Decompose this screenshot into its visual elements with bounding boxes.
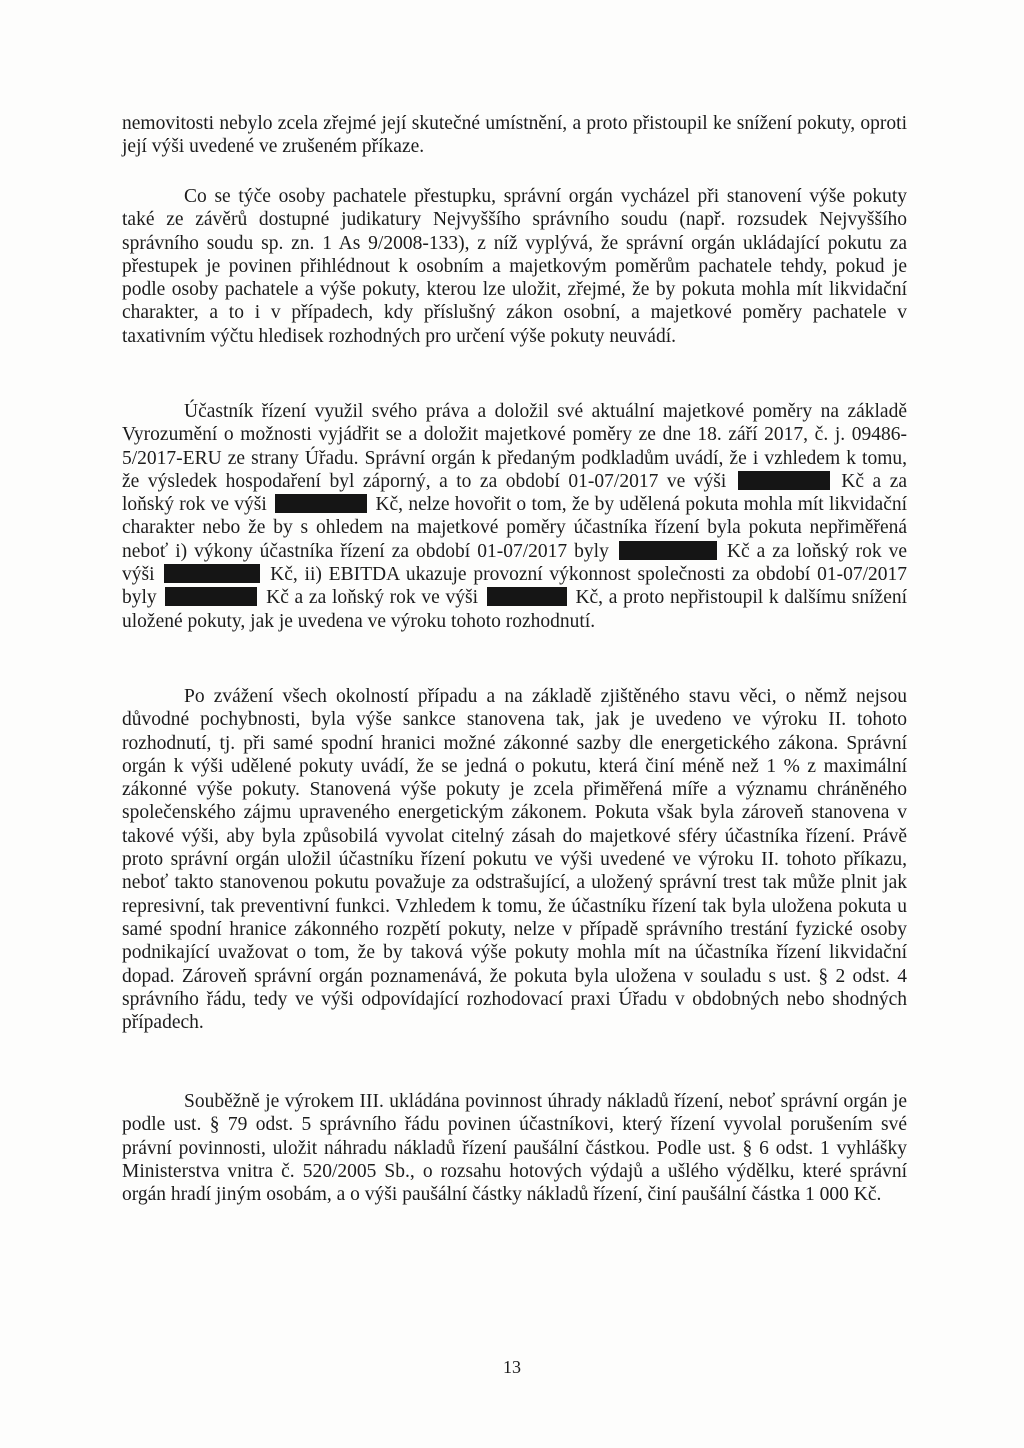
ucastnik-text-7: Kč, a proto nepřistoupil k dalšímu snížení uložené pokuty, jak je uvedena ve výroku tohoto rozhodnutí. <box>122 587 908 632</box>
paragraph-judikatura <box>122 185 907 348</box>
page-number: 13 <box>503 1357 521 1377</box>
ucastnik-text-6: Kč a za loňský rok ve výši <box>266 587 478 609</box>
redaction-block <box>619 541 717 560</box>
paragraph-intro-text: nemovitosti nebylo zcela zřejmé její skutečné umístnění, a proto přistoupil ke snížení pokuty, oproti její výši uvedené ve zrušeném příkaze. <box>122 113 907 158</box>
paragraph-intro <box>122 112 907 159</box>
redaction-block <box>164 564 260 583</box>
redaction-block <box>738 471 830 490</box>
paragraph-judikatura-text: Co se týče osoby pachatele přestupku, správní orgán vycházel při stanovení výše pokuty také ze závěrů dostupné judikatury Nejvyššího správního soudu (např. rozsudek Nejvyššího správního soudu sp. zn. 1 As 9/2008-133), z níž vyplývá, že správní orgán ukládající pokutu za přestupek je povinen přihlédnout k osobním a majetkovým poměrům pachatele tehdy, pokud je podle osoby pachatele a výše pokuty, kterou lze uložit, zřejmé, že by pokuta mohla mít likvidační charakter, a to i v případech, kdy příslušný zákon osobní, a majetkové poměry pachatele v taxativním výčtu hledisek rozhodných pro určení výše pokuty neuvádí. <box>122 186 907 347</box>
ucastnik-text-4: Kč a za loňský rok ve výši <box>122 540 908 586</box>
ucastnik-text-1: Účastník řízení využil svého práva a doložil své aktuální majetkové poměry na základě Vyrozumění o možnosti vyjádřit se a doložit majetkové poměry ze dne 18. září 2017, č. j. 09486-5/2017-ERU ze strany Úřadu. Správní orgán k předaným podkladům uvádí, že i vzhledem k tomu, že výsledek hospodaření byl záporný, a to za období 01-07/2017 ve výši <box>122 401 907 492</box>
ucastnik-text-5: Kč, ii) EBITDA ukazuje provozní výkonnost společnosti za období 01-07/2017 byly <box>122 564 908 609</box>
redaction-block <box>275 494 367 513</box>
ucastnik-text-2: Kč a za loňský rok ve výši <box>122 470 908 516</box>
paragraph-zvazeni <box>122 685 907 1034</box>
paragraph-naklady-text: Souběžně je výrokem III. ukládána povinnost úhrady nákladů řízení, neboť správní orgán je podle ust. § 79 odst. 5 správního řádu povinen účastníkovi, který řízení vyvolal porušením své právní povinnosti, uložit náhradu nákladů řízení paušální částkou. Podle ust. § 6 odst. 1 vyhlášky Ministerstva vnitra č. 520/2005 Sb., o rozsahu hotových výdajů a ušlého výdělku, které správní orgán hradí jiným osobám, a o výši paušální částky nákladů řízení, činí paušální částka 1 000 Kč. <box>122 1091 907 1206</box>
paragraph-ucastnik <box>122 400 907 633</box>
ucastnik-text-3: Kč, nelze hovořit o tom, že by udělená pokuta mohla mít likvidační charakter nebo že by s ohledem na majetkové poměry účastníka řízení byla pokuta nepřiměřená neboť i) výkony účastníka řízení za období 01-07/2017 byly <box>122 494 908 562</box>
paragraph-ucastnik-text <box>122 400 907 633</box>
paragraph-naklady <box>122 1090 907 1206</box>
paragraph-zvazeni-text: Po zvážení všech okolností případu a na základě zjištěného stavu věci, o němž nejsou důvodné pochybnosti, byla výše sankce stanovena tak, jak je uvedeno ve výroku II. tohoto rozhodnutí, tj. při samé spodní hranici možné zákonné sazby dle energetického zákona. Správní orgán k výši udělené pokuty uvádí, že se jedná o pokutu, která činí méně než 1 % z maximální zákonné výše pokuty. Stanovená výše pokuty je zcela přiměřená míře a významu chráněného společenského zájmu upraveného energetickým zákonem. Pokuta však byla zároveň stanovena v takové výši, aby byla způsobilá vyvolat citelný zásah do majetkové sféry účastníka řízení. Právě proto správní orgán uložil účastníku řízení pokutu ve výši uvedené ve výroku II. tohoto příkazu, neboť takto stanovenou pokutu považuje za odstrašující, a uložený správní trest tak může plnit jak represivní, tak preventivní funkci. Vzhledem k tomu, že účastníku řízení tak byla uložena pokuta u samé spodní hranice zákonného rozpětí pokuty, nelze v případě správního trestání fyzické osoby podnikající uvažovat o tom, že by taková výše pokuty mohla mít na účastníka řízení likvidační dopad. Zároveň správní orgán poznamenává, že pokuta byla uložena v souladu s ust. § 2 odst. 4 správního řádu, tedy ve výši odpovídající rozhodovací praxi Úřadu v obdobných nebo shodných případech. <box>122 686 907 1034</box>
redaction-block <box>165 587 257 606</box>
redaction-block <box>487 587 567 606</box>
